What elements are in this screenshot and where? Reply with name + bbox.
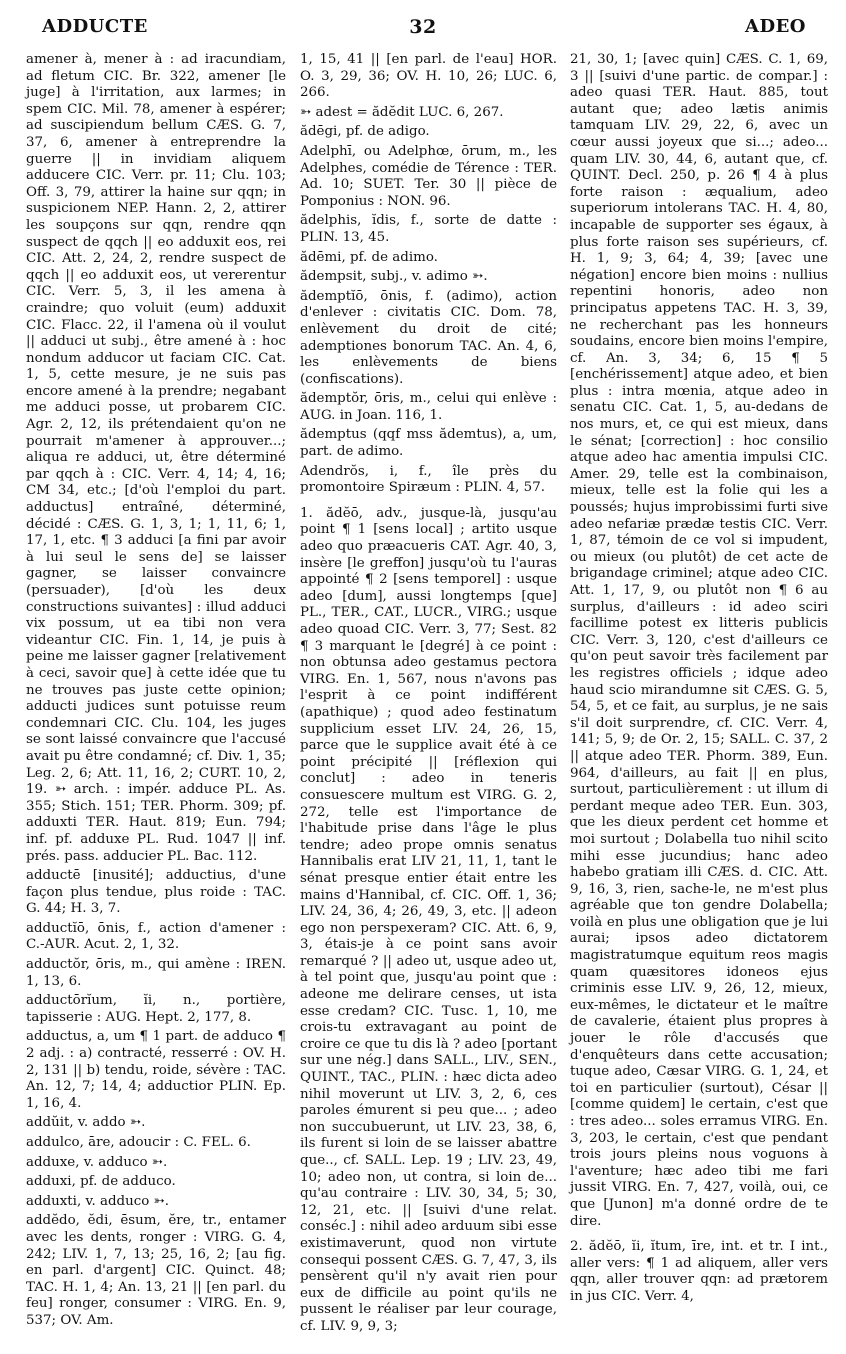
dictionary-entry: adductŏr, ōris, m., qui amène : IREN. 1, 13, 6. — [26, 957, 286, 989]
dictionary-entry: amener à, mener à : ad iracundiam, ad fletum CIC. Br. 322, amener [le juge] à l'irritation, aux larmes; in spem CIC. Mil. 78, amener à espérer; ad suscipiendum bellum CÆS. G. 7, 37, 6, amener à entreprendre la guerre || in invidiam aliquem adducere CIC. Verr. pr. 11; Clu. 103; Off. 3, 79, attirer la haine sur qqn; in suspicionem NEP. Hann. 2, 2, attirer les soupçons sur qqn, rendre qqn suspect de qqch || eo adduxit eos, rei CIC. Att. 2, 24, 2, rendre suspect de qqch || eo adduxit eos, ut vererentur CIC. Verr. 5, 3, il les amena à craindre; quo voluit (eum) adduxit CIC. Flacc. 22, il l'amena où il voulut || adduci ut subj., être amené à : hoc nondum adducor ut faciam CIC. Cat. 1, 5, cette mesure, je ne suis pas encore amené à la prendre; negabant me adduci posse, ut probarem CIC. Agr. 2, 12, ils prétendaient qu'on ne pourrait m'amener à approuver...; aliqua re adduci, ut, être déterminé par qqch à : CIC. Verr. 4, 14; 4, 16; CM 34, etc.; [d'où l'emploi du part. adductus] entraîné, déterminé, décidé : CÆS. G. 1, 3, 1; 1, 11, 6; 1, 17, 1, etc. ¶ 3 adduci [a fini par avoir à lui seul le sens de] se laisser gagner, se laisser convaincre (persuader), [d'où les deux constructions suivantes] : illud adduci vix possum, ut ea tibi non vera videantur CIC. Fin. 1, 14, je puis à peine me laisser gagner [relativement à ceci, savoir que] à cette idée que tu ne trouves pas juste cette opinion; adducti judices sunt potuisse reum condemnari CIC. Clu. 104, les juges se sont laissé convaincre que l'accusé avait pu être condamné; cf. Div. 1, 35; Leg. 2, 6; Att. 11, 16, 2; CURT. 10, 2, 19. ➳ arch. : impér. adduce PL. As. 355; Stich. 151; TER. Phorm. 309; pf. adduxti TER. Haut. 819; Eun. 794; inf. pf. adduxe PL. Rud. 1047 || inf. prés. pass. adducier PL. Bac. 112. — [26, 52, 286, 864]
running-head-right: ADEO — [745, 16, 806, 37]
dictionary-entry: addulco, āre, adoucir : C. FEL. 6. — [26, 1135, 251, 1150]
page-number: 32 — [409, 16, 437, 38]
column-middle — [300, 52, 557, 1339]
dictionary-entry: Adelphī, ou Adelphœ, ōrum, m., les Adelphes, comédie de Térence : TER. Ad. 10; SUET. Ter. 30 || pièce de Pomponius : NON. 96. — [300, 143, 557, 209]
dictionary-entry: adduxi, pf. de adduco. — [26, 1174, 176, 1190]
dictionary-entry: addĕdo, ĕdi, ēsum, ĕre, tr., entamer avec les dents, ronger : VIRG. G. 4, 242; LIV. 1, 7, 13; 25, 16, 2; [au fig. en parl. d'argent] CIC. Quinct. 48; TAC. H. 1, 4; An. 13, 21 || [en parl. du feu] ronger, consumer : VIRG. En. 9, 537; OV. Am. — [26, 1213, 286, 1328]
dictionary-entry: adduxe, v. adduco ➳. — [26, 1154, 168, 1170]
dictionary-entry: adductĭō, ōnis, f., action d'amener : C.-AUR. Acut. 2, 1, 32. — [26, 920, 286, 953]
dictionary-entry: addŭit, v. addo ➳. — [26, 1115, 146, 1131]
dictionary-entry: adductē [inusité]; adductius, d'une façon plus tendue, plus roide : TAC. G. 44; H. 3, 7. — [26, 868, 286, 917]
dictionary-entry: 1, 15, 41 || [en parl. de l'eau] HOR. O. 3, 29, 36; OV. H. 10, 26; LUC. 6, 266. — [300, 52, 557, 101]
dictionary-entry: ădēgi, pf. de adigo. — [300, 124, 430, 140]
dictionary-entry: ădemptŏr, ōris, m., celui qui enlève : AUG. in Joan. 116, 1. — [300, 391, 557, 423]
column-left — [26, 52, 286, 1333]
dictionary-entry: adduxti, v. adduco ➳. — [26, 1193, 170, 1209]
dictionary-entry: Adendrŏs, i, f., île près du promontoire Spiræum : PLIN. 4, 57. — [300, 463, 557, 496]
column-right — [570, 52, 828, 1309]
dictionary-entry: 1. ădĕō, adv., jusque-là, jusqu'au point ¶ 1 [sens local] ; artito usque adeo quo præacueris CAT. Agr. 40, 3, insère [le greffon] jusqu'où tu l'auras appointé ¶ 2 [sens temporel] : usque adeo [dum], aussi longtemps [que] PL., TER., CAT., LUCR., VIRG.; usque adeo quoad CIC. Verr. 3, 77; Sest. 82 ¶ 3 marquant le [degré] à ce point : non obtunsa adeo gestamus pectora VIRG. En. 1, 567, nous n'avons pas l'esprit à ce point indifférent (apathique) ; quod adeo festinatum supplicium esset LIV. 24, 26, 15, parce que le supplice avait été à ce point précipité || [réflexion qui conclut] : adeo in teneris consuescere multum est VIRG. G. 2, 272, telle est l'importance de l'habitude prise dans l'âge le plus tendre; adeo prope omnis senatus Hannibalis erat LIV 21, 11, 1, tant le sénat presque entier était entre les mains d'Hannibal, cf. CIC. Off. 1, 36; LIV. 24, 36, 4; 26, 49, 3, etc. || adeon ego non perspexeram? CIC. Att. 6, 9, 3, étais-je à ce point sans avoir remarqué ? || adeo ut, usque adeo ut, à tel point que, jusqu'au point que : adeone me delirare censes, ut ista esse credam? CIC. Tusc. 1, 10, me crois-tu extravagant au point de croire ce que tu dis là ? adeo [portant sur une nég.] dans SALL., LIV., SEN., QUINT., TAC., PLIN. : hæc dicta adeo nihil moverunt ut LIV. 3, 2, 6, ces paroles émurent si peu que... ; adeo non succubuerunt, ut LIV. 23, 38, 6, ils furent si loin de se laisser abattre que.., cf. SALL. Lep. 19 ; LIV. 23, 49, 10; adeo non, ut contra, si loin de... qu'au contraire : LIV. 30, 34, 5; 30, 12, 21, etc. || [suivi d'une relat. conséc.] : nihil adeo arduum sibi esse existimaverunt, quod non virtute consequi possent CÆS. G. 7, 47, 3, ils pensèrent qu'il n'y avait rien pour eux de difficile au point qu'ils ne pussent le réaliser par leur courage, cf. LIV. 9, 9, 3; — [300, 505, 557, 1334]
dictionary-entry: 2. ădĕō, ĭi, ĭtum, īre, int. et tr. I int., aller vers: ¶ 1 ad aliquem, aller vers qqn, aller trouver qqn: ad prætorem in jus CIC. Verr. 4, — [570, 1239, 828, 1304]
dictionary-entry: adductus, a, um ¶ 1 part. de adduco ¶ 2 adj. : a) contracté, resserré : OV. H. 2, 131 || b) tendu, roide, sévère : TAC. An. 12, 7; 14, 4; adductior PLIN. Ep. 1, 16, 4. — [26, 1029, 286, 1111]
dictionary-entry: ădelphis, ĭdis, f., sorte de datte : PLIN. 13, 45. — [300, 213, 557, 245]
dictionary-entry: ădempsit, subj., v. adimo ➳. — [300, 269, 488, 285]
dictionary-entry: ădemptĭō, ōnis, f. (adimo), action d'enlever : civitatis CIC. Dom. 78, enlèvement du droit de cité; ademptiones bonorum TAC. An. 4, 6, les enlèvements de biens (confiscations). — [300, 288, 557, 387]
dictionary-entry: 21, 30, 1; [avec quin] CÆS. C. 1, 69, 3 || [suivi d'une partic. de compar.] : adeo quasi TER. Haut. 885, tout autant que; adeo lætis animis tamquam LIV. 29, 22, 6, avec un cœur aussi joyeux que si...; adeo... quam LIV. 30, 44, 6, autant que, cf. QUINT. Decl. 250, p. 26 ¶ 4 à plus forte raison : æqualium, adeo superiorum intolerans TAC. H. 4, 80, incapable de supporter ses égaux, à plus forte raison ses supérieurs, cf. H. 1, 9; 3, 64; 4, 39; [avec une négation] encore bien moins : nullius repentini honoris, adeo non principatus appetens TAC. H. 3, 39, ne recherchant pas les honneurs soudains, encore bien moins l'empire, cf. An. 3, 34; 6, 15 ¶ 5 [enchérissement] atque adeo, et bien plus : intra mœnia, atque adeo in senatu CIC. Cat. 1, 5, au-dedans de nos murs, et, ce qui est mieux, dans le sénat; [correction] : hoc consilio atque adeo hac amentia impulsi CIC. Amer. 29, telle est la combinaison, mieux, telle est la folie qui les a poussés; hujus improbissimi furti sive adeo nefariæ prædæ testis CIC. Verr. 1, 87, témoin de ce vol si impudent, ou mieux (ou plutôt) de cet acte de brigandage criminel; atque adeo CIC. Att. 1, 17, 9, ou plutôt non ¶ 6 au surplus, d'ailleurs : id adeo sciri facillime potest ex litteris publicis CIC. Verr. 3, 120, c'est d'ailleurs ce qu'on peut savoir très facilement par les registres officiels ; idque adeo haud scio mirandumne sit CÆS. G. 5, 54, 5, et ce fait, au surplus, je ne sais s'il doit surprendre, cf. CIC. Verr. 4, 141; 5, 9; de Or. 2, 15; SALL. C. 37, 2 || atque adeo TER. Phorm. 389, Eun. 964, d'ailleurs, au fait || en plus, surtout, particulièrement : ut illum di perdant meque adeo TER. Eun. 303, que les dieux perdent cet homme et moi surtout ; Dolabella tuo nihil scito mihi esse jucundius; hanc adeo habebo gratiam illi CÆS. d. CIC. Att. 9, 16, 3, rien, sache-le, ne m'est plus agréable que ton gendre Dolabella; voilà en plus une obligation que je lui aurai; ipsos adeo dictatorem magistratumque equitum reos magis quam quæsitores idoneos ejus criminis esse LIV. 9, 26, 12, mieux, eux-mêmes, le dictateur et le maître de cavalerie, étaient plus propres à jouer le rôle d'accusés que d'enquêteurs dans cette accusation; tuque adeo, Cæsar VIRG. G. 1, 24, et toi en particulier (surtout), César || [comme quidem] le certain, c'est que : tres adeo... soles erramus VIRG. En. 3, 203, le certain, c'est que pendant trois jours pleins nous voguons à l'aventure; hæc adeo tibi me fari jussit VIRG. En. 7, 427, voilà, oui, ce que [Junon] m'a donné ordre de te dire. — [570, 52, 828, 1229]
dictionary-entry: ădēmi, pf. de adimo. — [300, 249, 438, 265]
dictionary-entry: ădemptus (qqf mss ădemtus), a, um, part. de adimo. — [300, 427, 557, 460]
dictionary-entry: adductōrĭum, ĭi, n., portière, tapisserie : AUG. Hept. 2, 177, 8. — [26, 993, 286, 1025]
dictionary-entry: ➳ adest = ădĕdit LUC. 6, 267. — [300, 104, 504, 120]
running-head-left: ADDUCTE — [42, 16, 148, 37]
